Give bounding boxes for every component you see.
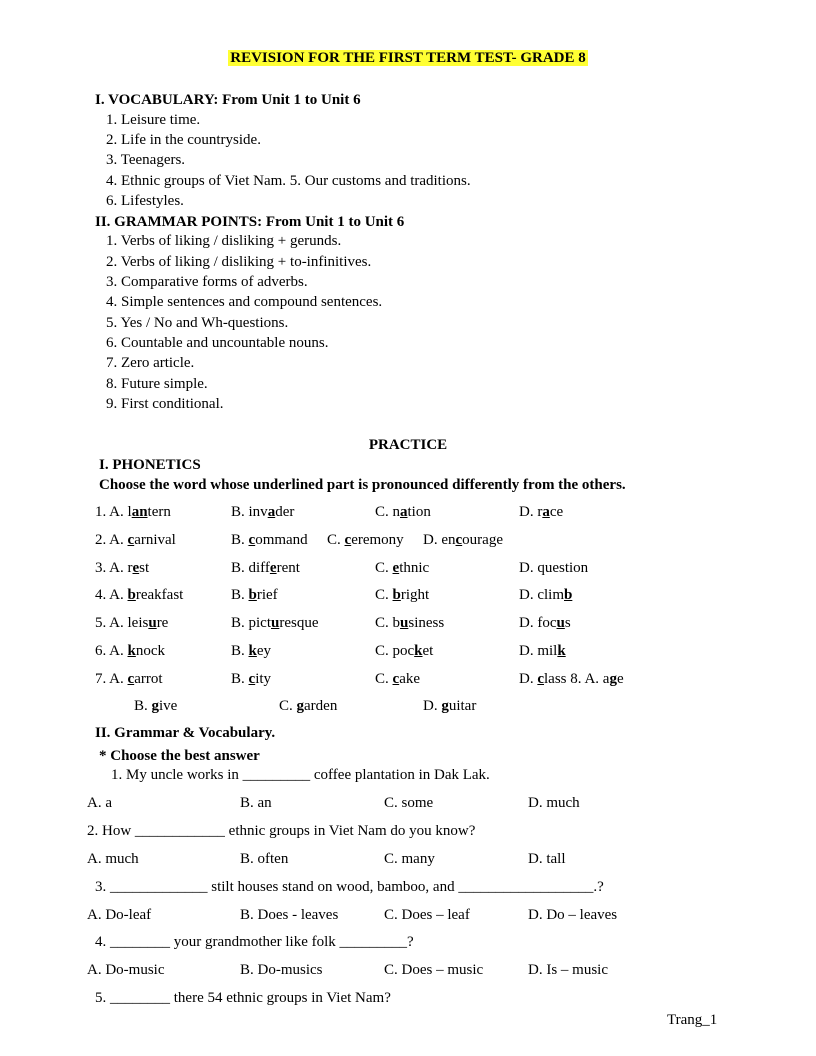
phonetics-option — [375, 586, 429, 604]
underlined-sound: c — [392, 671, 400, 687]
word-part: tion — [407, 504, 431, 520]
underlined-sound: e — [392, 560, 400, 576]
phonetics-option — [95, 531, 176, 549]
word-part: 3. A. r — [95, 560, 133, 576]
word-part: C. poc — [375, 643, 415, 659]
answer-option: A. Do-music — [87, 962, 165, 978]
underlined-sound: a — [400, 504, 408, 520]
phonetics-option — [375, 642, 433, 660]
underlined-sound: k — [127, 643, 136, 659]
word-part: uitar — [448, 698, 477, 714]
phonetics-instruction: Choose the word whose underlined part is pronounced differently from the others. — [99, 477, 626, 493]
phonetics-option — [231, 531, 308, 549]
underlined-sound: e — [132, 560, 140, 576]
underlined-sound: g — [609, 671, 617, 687]
answer-option: A. Do-leaf — [87, 907, 152, 923]
underlined-sound: c — [248, 671, 256, 687]
answer-option: B. often — [240, 851, 289, 867]
word-part: B. — [231, 671, 249, 687]
underlined-sound: u — [271, 615, 280, 631]
grammar-item: 5. Yes / No and Wh-questions. — [106, 315, 289, 331]
word-part: B. — [231, 532, 249, 548]
word-part: ake — [399, 671, 421, 687]
word-part: D. — [423, 698, 442, 714]
underlined-sound: b — [127, 587, 136, 603]
phonetics-option — [423, 531, 503, 549]
phonetics-heading: I. PHONETICS — [99, 457, 201, 473]
grammar-item: 7. Zero article. — [106, 355, 195, 371]
word-part: ity — [255, 671, 272, 687]
word-part: 6. A. — [95, 643, 128, 659]
grammar-item: 8. Future simple. — [106, 376, 208, 392]
word-part: ive — [159, 698, 178, 714]
vocab-item: 3. Teenagers. — [106, 152, 186, 168]
word-part: arnival — [134, 532, 176, 548]
word-part: s — [564, 615, 571, 631]
word-part: re — [156, 615, 169, 631]
question-text: 5. ________ there 54 ethnic groups in Viet Nam? — [95, 990, 391, 1006]
vocab-item: 6. Lifestyles. — [106, 193, 184, 209]
phonetics-option — [375, 559, 429, 577]
phonetics-option — [375, 670, 420, 688]
phonetics-option — [231, 586, 278, 604]
phonetics-option — [231, 670, 271, 688]
word-part: eremony — [351, 532, 404, 548]
word-part: B. inv — [231, 504, 268, 520]
gv-instruction: * Choose the best answer — [99, 748, 260, 764]
underlined-sound: c — [455, 532, 463, 548]
underlined-sound: k — [557, 643, 566, 659]
word-part: D. mil — [519, 643, 558, 659]
phonetics-option — [519, 642, 566, 660]
word-part: D. en — [423, 532, 456, 548]
underlined-sound: c — [537, 671, 545, 687]
word-part: reakfast — [135, 587, 184, 603]
word-part: 2. A. — [95, 532, 128, 548]
underlined-sound: u — [556, 615, 565, 631]
word-part: rief — [256, 587, 278, 603]
phonetics-option — [279, 697, 337, 715]
underlined-sound: g — [441, 698, 449, 714]
grammar-item: 1. Verbs of liking / disliking + gerunds. — [106, 233, 342, 249]
word-part: lass 8. A. a — [544, 671, 610, 687]
phonetics-option — [423, 697, 476, 715]
word-part: C. — [375, 587, 393, 603]
phonetics-option — [519, 670, 624, 688]
underlined-sound: b — [248, 587, 257, 603]
word-part: C. n — [375, 504, 401, 520]
answer-option: C. Does – music — [384, 962, 484, 978]
word-part: tern — [147, 504, 171, 520]
question-text: 3. _____________ stilt houses stand on wood, bamboo, and __________________.? — [95, 879, 604, 895]
answer-option: B. an — [240, 795, 272, 811]
phonetics-option — [375, 503, 431, 521]
word-part: C. — [375, 671, 393, 687]
underlined-sound: b — [392, 587, 401, 603]
vocab-item: 4. Ethnic groups of Viet Nam. 5. Our customs and traditions. — [106, 173, 471, 189]
phonetics-option — [95, 503, 171, 521]
answer-option: B. Does - leaves — [240, 907, 339, 923]
word-part: resque — [279, 615, 319, 631]
underlined-sound: b — [564, 587, 573, 603]
grammar-item: 3. Comparative forms of adverbs. — [106, 274, 308, 290]
answer-option: C. some — [384, 795, 434, 811]
answer-option: A. a — [87, 795, 112, 811]
word-part: et — [422, 643, 434, 659]
underlined-sound: g — [151, 698, 160, 714]
vocab-item: 1. Leisure time. — [106, 112, 201, 128]
word-part: B. pict — [231, 615, 271, 631]
underlined-sound: an — [131, 504, 148, 520]
phonetics-option — [95, 642, 165, 660]
word-part: ce — [549, 504, 564, 520]
underlined-sound: u — [400, 615, 409, 631]
answer-option: A. much — [87, 851, 139, 867]
word-part: arrot — [134, 671, 163, 687]
word-part: nock — [135, 643, 166, 659]
word-part: ourage — [462, 532, 503, 548]
page-title: REVISION FOR THE FIRST TERM TEST- GRADE 8 — [230, 50, 586, 66]
word-part: D. clim — [519, 587, 564, 603]
answer-option: B. Do-musics — [240, 962, 323, 978]
answer-option: D. tall — [528, 851, 566, 867]
underlined-sound: a — [542, 504, 550, 520]
phonetics-option — [134, 697, 177, 715]
word-part: e — [616, 671, 624, 687]
word-part: 1. A. l — [95, 504, 132, 520]
phonetics-option — [95, 559, 149, 577]
word-part: ommand — [255, 532, 308, 548]
word-part: B. — [134, 698, 152, 714]
grammar-heading: II. GRAMMAR POINTS: From Unit 1 to Unit 6 — [95, 214, 405, 230]
phonetics-option — [375, 614, 444, 632]
word-part: D. question — [519, 560, 589, 576]
phonetics-option — [519, 559, 588, 577]
phonetics-option — [231, 559, 300, 577]
answer-option: D. Do – leaves — [528, 907, 618, 923]
word-part: D. — [519, 671, 538, 687]
word-part: C. — [279, 698, 297, 714]
phonetics-option — [231, 614, 319, 632]
word-part: ey — [256, 643, 272, 659]
word-part: D. r — [519, 504, 543, 520]
phonetics-option — [519, 503, 563, 521]
word-part: B. — [231, 587, 249, 603]
phonetics-option — [95, 670, 163, 688]
underlined-sound: k — [248, 643, 257, 659]
word-part: C. b — [375, 615, 401, 631]
phonetics-option — [231, 503, 294, 521]
word-part: B. diff — [231, 560, 270, 576]
practice-heading: PRACTICE — [368, 437, 448, 453]
vocab-heading: I. VOCABULARY: From Unit 1 to Unit 6 — [95, 92, 361, 108]
gv-heading: II. Grammar & Vocabulary. — [95, 725, 276, 741]
word-part: st — [139, 560, 150, 576]
underlined-sound: k — [414, 643, 423, 659]
word-part: B. — [231, 643, 249, 659]
grammar-item: 6. Countable and uncountable nouns. — [106, 335, 329, 351]
word-part: 4. A. — [95, 587, 128, 603]
question-text: 4. ________ your grandmother like folk _________? — [95, 934, 414, 950]
word-part: arden — [304, 698, 338, 714]
word-part: C. — [375, 560, 393, 576]
underlined-sound: g — [296, 698, 305, 714]
phonetics-option — [327, 531, 404, 549]
grammar-item: 2. Verbs of liking / disliking + to-infinitives. — [106, 254, 372, 270]
underlined-sound: u — [148, 615, 157, 631]
phonetics-option — [519, 586, 572, 604]
vocab-item: 2. Life in the countryside. — [106, 132, 261, 148]
underlined-sound: c — [248, 532, 256, 548]
underlined-sound: a — [267, 504, 276, 520]
word-part: D. foc — [519, 615, 557, 631]
phonetics-option — [519, 614, 571, 632]
phonetics-option — [95, 614, 168, 632]
word-part: 5. A. leis — [95, 615, 149, 631]
word-part: rent — [276, 560, 300, 576]
word-part: thnic — [399, 560, 430, 576]
word-part: 7. A. — [95, 671, 128, 687]
question-text: 1. My uncle works in _________ coffee plantation in Dak Lak. — [111, 767, 490, 783]
page-footer: Trang_1 — [667, 1012, 718, 1028]
underlined-sound: c — [127, 532, 135, 548]
question-text: 2. How ____________ ethnic groups in Viet Nam do you know? — [87, 823, 476, 839]
word-part: der — [275, 504, 295, 520]
answer-option: C. Does – leaf — [384, 907, 470, 923]
answer-option: D. much — [528, 795, 580, 811]
underlined-sound: e — [269, 560, 277, 576]
answer-option: C. many — [384, 851, 435, 867]
underlined-sound: c — [127, 671, 135, 687]
answer-option: D. Is – music — [528, 962, 608, 978]
word-part: C. — [327, 532, 345, 548]
phonetics-option — [95, 586, 183, 604]
grammar-item: 4. Simple sentences and compound sentences. — [106, 294, 383, 310]
word-part: right — [400, 587, 430, 603]
grammar-item: 9. First conditional. — [106, 396, 224, 412]
phonetics-option — [231, 642, 271, 660]
underlined-sound: c — [344, 532, 352, 548]
word-part: siness — [408, 615, 445, 631]
